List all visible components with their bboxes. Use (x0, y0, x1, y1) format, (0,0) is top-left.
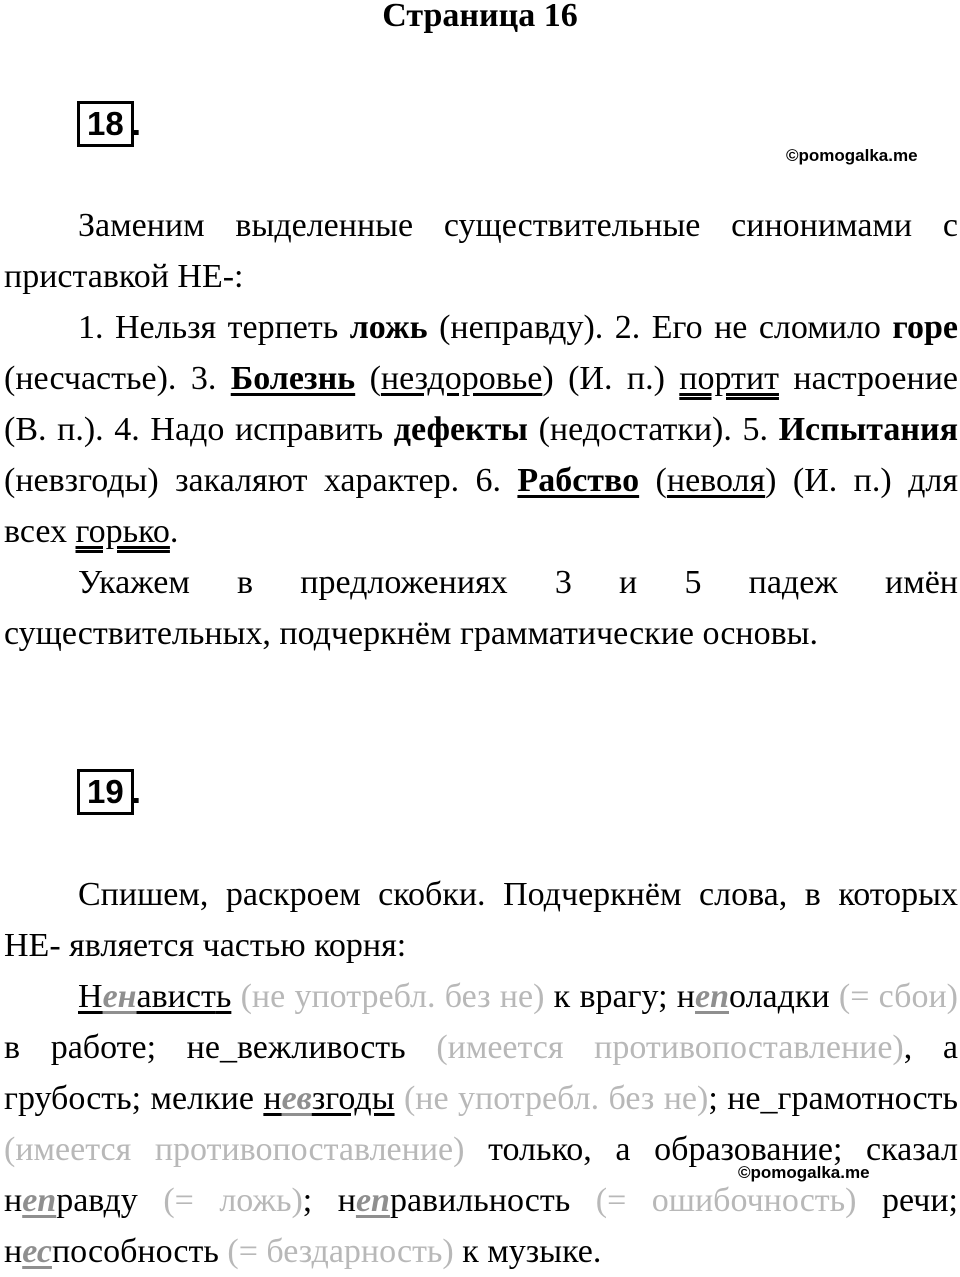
text-fragment: равду (56, 1182, 138, 1219)
text-fragment: ) (И. п.) для всех (4, 462, 959, 550)
text-fragment: настроение (В. п.). 4. Надо исправить (4, 360, 959, 448)
watermark-top: ©pomogalka.me (786, 146, 918, 165)
text-fragment: Н (78, 978, 103, 1015)
text-fragment: в работе; не_вежливость (4, 1029, 437, 1066)
note: (имеется противопоставление) (4, 1131, 465, 1168)
note: (= сбои) (829, 978, 958, 1015)
text-fragment: ; не_грамотность (708, 1080, 958, 1117)
task-19-number-box: 19 (77, 769, 134, 815)
highlight-word: Испытания (778, 411, 958, 448)
task-19-words (4, 971, 958, 1277)
root-word (78, 978, 231, 1015)
text-fragment: . (169, 513, 179, 550)
task-18-number (77, 101, 141, 147)
predicate-word: портит (679, 360, 779, 397)
text-fragment: (неправду). 2. Его не сломило (427, 309, 893, 346)
note: (имеется противопоставление) (436, 1029, 904, 1066)
highlight-word: ложь (349, 309, 428, 346)
root-part: еп (355, 1182, 390, 1219)
task-19-number (77, 769, 141, 815)
highlight-word: дефекты (393, 411, 528, 448)
task-18-number-dot: . (131, 105, 141, 142)
text-fragment: речи; н (4, 1182, 958, 1270)
text-fragment: ; н (302, 1182, 356, 1219)
text-fragment: , а грубость; мелкие (4, 1029, 958, 1117)
task-18-number-box: 18 (77, 101, 134, 147)
text-fragment: ь (215, 978, 232, 1015)
text-fragment: (несчастье). 3. (4, 360, 231, 397)
note: (= бездарность) (218, 1233, 454, 1270)
task-19-text (4, 869, 958, 1277)
note: (не употребл. без не) (231, 978, 545, 1015)
text-fragment: к музыке. (453, 1233, 602, 1270)
task-18-outro: Укажем в предложениях 3 и 5 падеж имён существительных, подчеркнём грамматические основы. (4, 564, 958, 652)
root-part: ес (22, 1233, 52, 1270)
note: (= ложь) (137, 1182, 303, 1219)
text-fragment: пособность (51, 1233, 219, 1270)
text-fragment: только, а образование; сказал н (4, 1131, 958, 1219)
task-18-text (4, 200, 958, 659)
subject-word: Рабство (517, 462, 640, 499)
task-19-intro: Спишем, раскроем скобки. Подчеркнём слова, в которых НЕ- является частью корня: (4, 876, 958, 964)
subject-synonym: нездоровье (380, 360, 543, 397)
highlight-word: горе (892, 309, 958, 346)
root-part: еп (695, 978, 730, 1015)
text-fragment: 1. Нельзя терпеть (78, 309, 350, 346)
text-fragment: ( (639, 462, 667, 499)
text-fragment: н (263, 1080, 282, 1117)
text-fragment: равильность (389, 1182, 571, 1219)
root-part: ен (102, 978, 137, 1015)
predicate-word: горько (75, 513, 170, 550)
task-19-number-dot: . (131, 773, 141, 810)
text-fragment: оладки (729, 978, 830, 1015)
root-part: еп (22, 1182, 57, 1219)
text-fragment: (недостатки). 5. (527, 411, 779, 448)
page-title: Страница 16 (382, 0, 578, 34)
text-fragment: ) (И. п.) (542, 360, 680, 397)
root-part: ев (281, 1080, 312, 1117)
text-fragment: ( (355, 360, 381, 397)
note: (не употребл. без не) (394, 1080, 709, 1117)
root-word (263, 1080, 394, 1117)
task-18-intro: Заменим выделенные существительные синонимами с приставкой НЕ-: (4, 207, 958, 295)
text-fragment: згоды (311, 1080, 395, 1117)
subject-word: Болезнь (230, 360, 356, 397)
text-fragment: авист (136, 978, 216, 1015)
watermark-bottom: ©pomogalka.me (738, 1163, 870, 1182)
subject-synonym: неволя (666, 462, 766, 499)
note: (= ошибочность) (570, 1182, 857, 1219)
text-fragment: к врагу; н (544, 978, 696, 1015)
text-fragment: (невзгоды) закаляют характер. 6. (4, 462, 518, 499)
task-18-sentences (4, 302, 958, 557)
